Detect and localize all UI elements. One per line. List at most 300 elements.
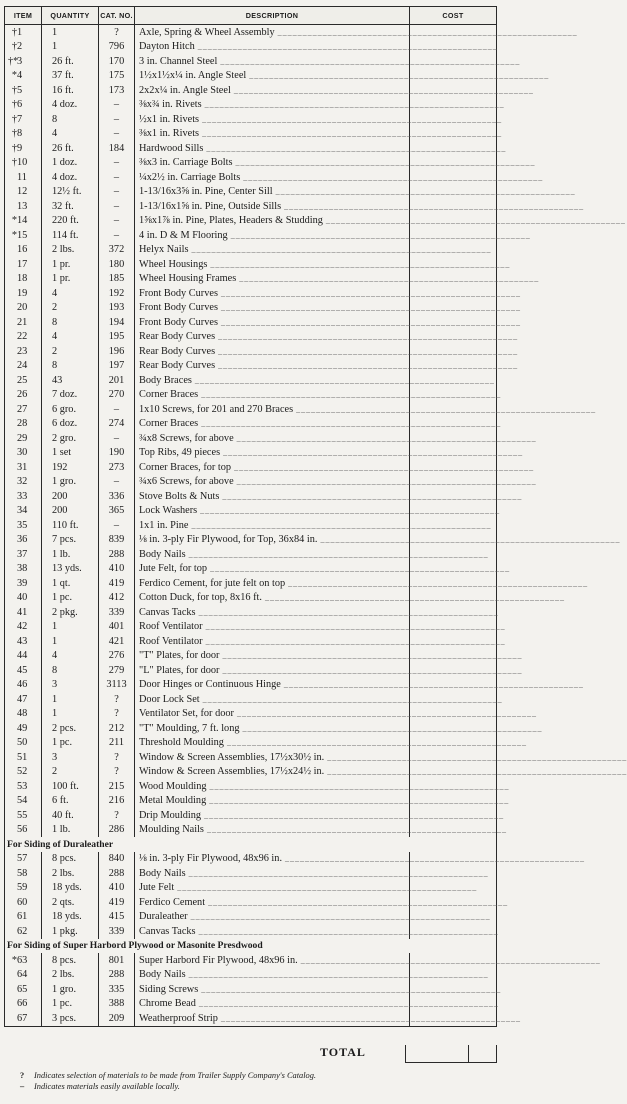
- item-number: [5, 170, 42, 185]
- item-number: [5, 69, 42, 84]
- catalog-number: 209: [99, 1011, 135, 1026]
- description: [135, 141, 507, 156]
- item-number-text: 45: [17, 664, 28, 676]
- quantity: 40 ft.: [42, 808, 99, 823]
- catalog-number: 184: [99, 141, 135, 156]
- description-text: Top Ribs, 49 pieces: [139, 447, 221, 459]
- item-mark: †*: [8, 55, 19, 67]
- table-row: [5, 315, 497, 330]
- item-number: [5, 54, 42, 69]
- table-row: [5, 330, 497, 345]
- leader-dots: ____________________________________________________________: [324, 752, 627, 762]
- quantity: 12½ ft.: [42, 185, 99, 200]
- catalog-number: –: [99, 112, 135, 127]
- description-text: ⅜x1 in. Rivets: [139, 128, 200, 140]
- table-row: [5, 605, 497, 620]
- leader-dots: ____________________________________________________________: [217, 288, 521, 298]
- leader-dots: ____________________________________________________________: [223, 738, 527, 748]
- quantity: 100 ft.: [42, 779, 99, 794]
- description-text: Front Body Curves: [139, 302, 218, 314]
- quantity: 7 doz.: [42, 388, 99, 403]
- item-number: [5, 417, 42, 432]
- item-number-text: 66: [17, 998, 28, 1010]
- catalog-number: 365: [99, 504, 135, 519]
- catalog-number: 419: [99, 576, 135, 591]
- table-row: [5, 562, 497, 577]
- table-row: [5, 504, 497, 519]
- table-row: [5, 533, 497, 548]
- quantity: 3 pcs.: [42, 1011, 99, 1026]
- item-number-text: 39: [17, 577, 28, 589]
- leader-dots: ____________________________________________________________: [201, 100, 505, 110]
- description: [135, 591, 565, 606]
- leader-dots: ____________________________________________________________: [282, 854, 586, 864]
- table-row: [5, 1011, 497, 1026]
- table-row: [5, 402, 497, 417]
- description-text: Cotton Duck, for top, 8x16 ft.: [139, 592, 262, 604]
- catalog-number: 194: [99, 315, 135, 330]
- leader-dots: ____________________________________________________________: [195, 926, 499, 936]
- catalog-number: 335: [99, 982, 135, 997]
- catalog-number: 339: [99, 605, 135, 620]
- quantity: 1 pc.: [42, 736, 99, 751]
- item-mark: †: [11, 128, 17, 140]
- item-number: [5, 388, 42, 403]
- item-mark: *: [11, 215, 17, 227]
- description-text: Siding Screws: [139, 983, 199, 995]
- catalog-number: 216: [99, 794, 135, 809]
- table-row: [5, 736, 497, 751]
- quantity: 2 pcs.: [42, 721, 99, 736]
- description-text: Wood Moulding: [139, 780, 207, 792]
- catalog-number: 410: [99, 562, 135, 577]
- item-number: [5, 330, 42, 345]
- table-row: [5, 25, 497, 40]
- item-number-text: 23: [17, 345, 28, 357]
- leader-dots: ____________________________________________________________: [219, 665, 523, 675]
- description-text: 1-13/16x3⅝ in. Pine, Center Sill: [139, 186, 273, 198]
- table-row: [5, 634, 497, 649]
- description: [135, 982, 502, 997]
- leader-dots: ____________________________________________________________: [207, 564, 511, 574]
- item-number-text: 12: [17, 186, 28, 198]
- description: [135, 750, 627, 765]
- item-number-text: 17: [17, 258, 28, 270]
- catalog-number: 190: [99, 446, 135, 461]
- item-number-text: 29: [17, 432, 28, 444]
- item-number: [5, 199, 42, 214]
- leader-dots: ____________________________________________________________: [219, 651, 523, 661]
- item-number: [5, 692, 42, 707]
- item-number-text: 20: [17, 302, 28, 314]
- quantity: 1 pr.: [42, 257, 99, 272]
- description-text: Corner Braces: [139, 418, 199, 430]
- description: [135, 1011, 521, 1026]
- leader-dots: ____________________________________________________________: [194, 42, 498, 52]
- description-text: Lock Washers: [139, 505, 198, 517]
- item-number: [5, 431, 42, 446]
- leader-dots: ____________________________________________________________: [220, 448, 524, 458]
- item-mark: †: [11, 99, 17, 111]
- leader-dots: ____________________________________________________________: [198, 419, 502, 429]
- catalog-number: 419: [99, 895, 135, 910]
- item-number: [5, 576, 42, 591]
- header-description: DESCRIPTION: [135, 7, 410, 25]
- table-row: [5, 98, 497, 113]
- description: [135, 808, 505, 823]
- description: [135, 852, 586, 867]
- description: [135, 272, 540, 287]
- quantity: 200: [42, 504, 99, 519]
- catalog-number: 211: [99, 736, 135, 751]
- leader-dots: ____________________________________________________________: [219, 491, 523, 501]
- leader-dots: ____________________________________________________________: [203, 825, 507, 835]
- quantity: 200: [42, 489, 99, 504]
- leader-dots: ____________________________________________________________: [240, 172, 544, 182]
- leader-dots: ____________________________________________________________: [185, 868, 489, 878]
- item-number-text: 30: [17, 447, 28, 459]
- leader-dots: ____________________________________________________________: [188, 520, 492, 530]
- description: [135, 214, 626, 229]
- catalog-number: 339: [99, 924, 135, 939]
- description-text: Duraleather: [139, 911, 188, 923]
- quantity: 1 gro.: [42, 475, 99, 490]
- catalog-number: ?: [99, 765, 135, 780]
- item-number-text: 59: [17, 882, 28, 894]
- leader-dots: ____________________________________________________________: [185, 549, 489, 559]
- description: [135, 997, 499, 1012]
- table-row: [5, 127, 497, 142]
- leader-dots: ____________________________________________________________: [195, 999, 499, 1009]
- item-number-text: 54: [17, 795, 28, 807]
- quantity: 6 gro.: [42, 402, 99, 417]
- table-row: [5, 663, 497, 678]
- catalog-number: 336: [99, 489, 135, 504]
- item-number-text: 21: [17, 316, 28, 328]
- leader-dots: ____________________________________________________________: [233, 433, 537, 443]
- item-number-text: 51: [17, 751, 28, 763]
- section-heading-row: [5, 939, 497, 954]
- description-text: Front Body Curves: [139, 316, 218, 328]
- item-number: [5, 315, 42, 330]
- description-text: Body Nails: [139, 548, 186, 560]
- table-row: [5, 257, 497, 272]
- table-row: [5, 881, 497, 896]
- item-number-text: 33: [17, 490, 28, 502]
- item-number: [5, 953, 42, 968]
- item-number-text: 43: [17, 635, 28, 647]
- item-number: [5, 881, 42, 896]
- leader-dots: ____________________________________________________________: [217, 303, 521, 313]
- item-number: [5, 185, 42, 200]
- catalog-number: 212: [99, 721, 135, 736]
- item-number: [5, 504, 42, 519]
- description: [135, 359, 519, 374]
- item-mark: †: [11, 113, 17, 125]
- quantity: 4: [42, 330, 99, 345]
- catalog-number: 196: [99, 344, 135, 359]
- catalog-number: –: [99, 228, 135, 243]
- description-text: Jute Felt, for top: [139, 563, 208, 575]
- description-text: Super Harbord Fir Plywood, 48x96 in.: [139, 954, 298, 966]
- table-row: [5, 185, 497, 200]
- description-text: Axle, Spring & Wheel Assembly: [139, 26, 275, 38]
- item-number: [5, 591, 42, 606]
- quantity: 1 gro.: [42, 982, 99, 997]
- item-number-text: 47: [17, 693, 28, 705]
- description-text: Ventilator Set, for door: [139, 708, 234, 720]
- description: [135, 112, 503, 127]
- leader-dots: ____________________________________________________________: [197, 506, 501, 516]
- description: [135, 40, 498, 55]
- catalog-number: –: [99, 475, 135, 490]
- description: [135, 634, 506, 649]
- item-number-text: 34: [17, 505, 28, 517]
- table-row: [5, 924, 497, 939]
- leader-dots: ____________________________________________________________: [185, 970, 489, 980]
- item-mark: †: [11, 157, 17, 169]
- description-text: Corner Braces: [139, 389, 199, 401]
- leader-dots: ____________________________________________________________: [203, 143, 507, 153]
- item-mark: *: [11, 229, 17, 241]
- catalog-number: 185: [99, 272, 135, 287]
- description: [135, 547, 489, 562]
- table-row: [5, 678, 497, 693]
- leader-dots: ____________________________________________________________: [233, 477, 537, 487]
- leader-dots: ____________________________________________________________: [232, 158, 536, 168]
- item-number-text: 40: [17, 592, 28, 604]
- quantity: 8: [42, 359, 99, 374]
- catalog-number: –: [99, 170, 135, 185]
- description: [135, 968, 489, 983]
- catalog-number: 276: [99, 649, 135, 664]
- description-text: Front Body Curves: [139, 287, 218, 299]
- item-number: [5, 823, 42, 838]
- leader-dots: ____________________________________________________________: [202, 636, 506, 646]
- description: [135, 344, 519, 359]
- table-row: [5, 968, 497, 983]
- item-number-text: 28: [17, 418, 28, 430]
- item-number: [5, 808, 42, 823]
- quantity: 1 lb.: [42, 547, 99, 562]
- description-text: 1x10 Screws, for 201 and 270 Braces: [139, 403, 294, 415]
- description: [135, 765, 627, 780]
- leader-dots: ____________________________________________________________: [199, 114, 503, 124]
- catalog-number: ?: [99, 692, 135, 707]
- item-number-text: 57: [17, 853, 28, 865]
- item-number-text: 63: [17, 954, 28, 966]
- table-row: [5, 591, 497, 606]
- description: [135, 69, 550, 84]
- table-row: [5, 895, 497, 910]
- item-number: [5, 605, 42, 620]
- description-text: 1x1 in. Pine: [139, 519, 189, 531]
- item-number: [5, 475, 42, 490]
- item-number-text: 44: [17, 650, 28, 662]
- quantity: 114 ft.: [42, 228, 99, 243]
- header-item: ITEM: [5, 7, 42, 25]
- quantity: 1 qt.: [42, 576, 99, 591]
- item-number-text: 41: [17, 606, 28, 618]
- description: [135, 953, 601, 968]
- catalog-number: –: [99, 156, 135, 171]
- item-number: [5, 127, 42, 142]
- description-text: Door Hinges or Continuous Hinge: [139, 679, 281, 691]
- description-text: Rear Body Curves: [139, 331, 216, 343]
- total-cost-cell: [405, 1045, 497, 1063]
- description-text: Moulding Nails: [139, 824, 204, 836]
- description-text: ¼x2½ in. Carriage Bolts: [139, 171, 241, 183]
- catalog-number: 401: [99, 620, 135, 635]
- item-number-text: 19: [17, 287, 28, 299]
- item-number: [5, 446, 42, 461]
- catalog-number: ?: [99, 25, 135, 40]
- footnotes: [20, 1070, 316, 1092]
- description: [135, 185, 576, 200]
- item-number: [5, 794, 42, 809]
- item-mark: †: [11, 26, 17, 38]
- description-text: Window & Screen Assemblies, 17½x24½ in.: [139, 766, 325, 778]
- table-row: [5, 301, 497, 316]
- table-row: [5, 649, 497, 664]
- table-row: [5, 620, 497, 635]
- item-number: [5, 156, 42, 171]
- quantity: 26 ft.: [42, 54, 99, 69]
- item-number: [5, 141, 42, 156]
- description-text: "T" Moulding, 7 ft. long: [139, 722, 240, 734]
- catalog-number: 286: [99, 823, 135, 838]
- description: [135, 431, 537, 446]
- item-number: [5, 663, 42, 678]
- item-number: [5, 547, 42, 562]
- description-text: ⅛ in. 3-ply Fir Plywood, 48x96 in.: [139, 853, 283, 865]
- description-text: Stove Bolts & Nuts: [139, 490, 220, 502]
- table-row: [5, 808, 497, 823]
- description-text: ¾x8 Screws, for above: [139, 432, 234, 444]
- catalog-number: ?: [99, 808, 135, 823]
- item-number-text: 3: [17, 55, 23, 67]
- table-row: [5, 910, 497, 925]
- description-text: Rear Body Curves: [139, 345, 216, 357]
- item-number-text: 4: [17, 70, 23, 82]
- quantity: 2: [42, 765, 99, 780]
- catalog-number: 193: [99, 301, 135, 316]
- quantity: 2 lbs.: [42, 866, 99, 881]
- description: [135, 243, 492, 258]
- description: [135, 881, 478, 896]
- catalog-number: –: [99, 402, 135, 417]
- item-number-text: 11: [17, 171, 27, 183]
- item-number: [5, 228, 42, 243]
- footnote-selection: ? Indicates selection of materials to be made from Trailer Supply Company's Catalog.: [20, 1071, 317, 1080]
- quantity: 1: [42, 634, 99, 649]
- quantity: 1: [42, 707, 99, 722]
- header-cat-no: CAT. NO.: [99, 7, 135, 25]
- table-row: [5, 388, 497, 403]
- item-number-text: 64: [17, 969, 28, 981]
- description: [135, 794, 510, 809]
- description-text: "L" Plates, for door: [139, 664, 220, 676]
- quantity: 110 ft.: [42, 518, 99, 533]
- item-number-text: 10: [17, 157, 28, 169]
- item-number-text: 37: [17, 548, 28, 560]
- description-text: 4 in. D & M Flooring: [139, 229, 228, 241]
- item-number: [5, 634, 42, 649]
- leader-dots: ____________________________________________________________: [174, 883, 478, 893]
- item-number-text: 58: [17, 867, 28, 879]
- quantity: 8: [42, 112, 99, 127]
- item-number: [5, 924, 42, 939]
- item-number: [5, 98, 42, 113]
- table-row: [5, 765, 497, 780]
- item-number: [5, 301, 42, 316]
- description-text: "T" Plates, for door: [139, 650, 220, 662]
- item-number-text: 52: [17, 766, 28, 778]
- catalog-number: ?: [99, 750, 135, 765]
- quantity: 1: [42, 25, 99, 40]
- description-text: 2x2x¼ in. Angle Steel: [139, 84, 231, 96]
- description: [135, 504, 501, 519]
- description: [135, 330, 519, 345]
- catalog-number: 796: [99, 40, 135, 55]
- item-number: [5, 620, 42, 635]
- catalog-number: 175: [99, 69, 135, 84]
- description: [135, 301, 521, 316]
- quantity: 8: [42, 663, 99, 678]
- leader-dots: ____________________________________________________________: [191, 375, 495, 385]
- catalog-number: 192: [99, 286, 135, 301]
- item-number: [5, 243, 42, 258]
- leader-dots: ____________________________________________________________: [206, 796, 510, 806]
- leader-dots: ____________________________________________________________: [272, 187, 576, 197]
- item-number: [5, 402, 42, 417]
- leader-dots: ____________________________________________________________: [317, 535, 621, 545]
- description: [135, 533, 621, 548]
- leader-dots: ____________________________________________________________: [322, 216, 626, 226]
- item-number-text: 62: [17, 925, 28, 937]
- description-text: Wheel Housings: [139, 258, 208, 270]
- catalog-number: 279: [99, 663, 135, 678]
- item-number: [5, 707, 42, 722]
- description: [135, 692, 503, 707]
- leader-dots: ____________________________________________________________: [217, 1013, 521, 1023]
- item-number-text: 56: [17, 824, 28, 836]
- description-text: ⅛ in. 3-ply Fir Plywood, for Top, 36x84 in.: [139, 534, 318, 546]
- item-mark: †: [11, 84, 17, 96]
- description-text: Body Nails: [139, 969, 186, 981]
- quantity: 26 ft.: [42, 141, 99, 156]
- item-number: [5, 866, 42, 881]
- description: [135, 924, 499, 939]
- section-heading-row: [5, 837, 497, 852]
- item-number: [5, 257, 42, 272]
- description-text: Metal Moulding: [139, 795, 207, 807]
- table-row: [5, 170, 497, 185]
- description: [135, 199, 585, 214]
- description-text: Canvas Tacks: [139, 606, 196, 618]
- leader-dots: ____________________________________________________________: [202, 622, 506, 632]
- quantity: 2: [42, 301, 99, 316]
- item-number-text: 46: [17, 679, 28, 691]
- materials-list: [4, 6, 627, 1059]
- catalog-number: 180: [99, 257, 135, 272]
- catalog-number: –: [99, 98, 135, 113]
- catalog-number: 415: [99, 910, 135, 925]
- catalog-number: 288: [99, 968, 135, 983]
- quantity: 192: [42, 460, 99, 475]
- header-row: [5, 7, 497, 25]
- description: [135, 518, 492, 533]
